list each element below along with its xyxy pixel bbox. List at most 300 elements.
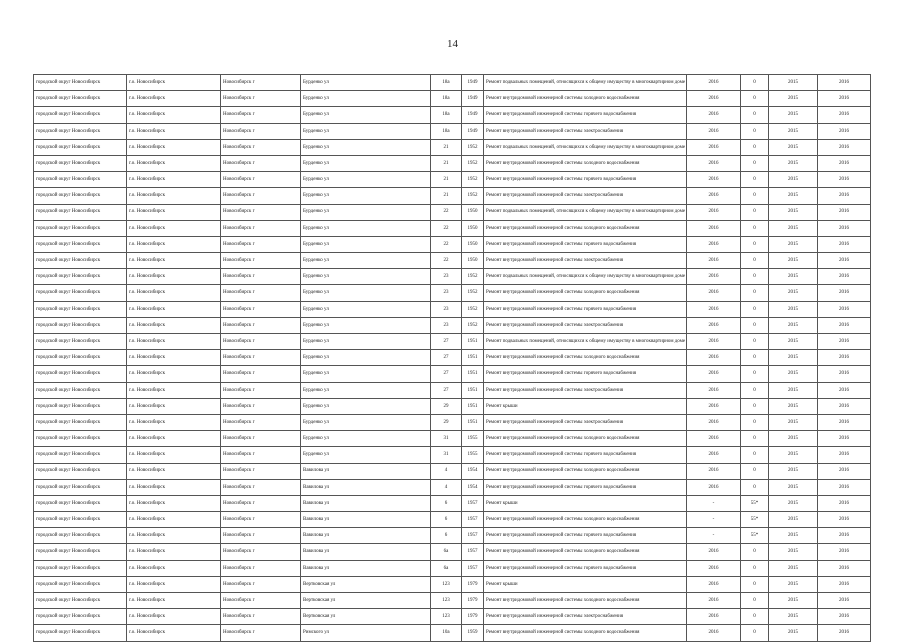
cell-district: г.о. Новосибирск <box>127 382 221 398</box>
cell-house-number: 6 <box>431 512 462 528</box>
cell-cost: 0 <box>741 593 769 609</box>
table-row <box>34 431 871 447</box>
cell-planned-year: 2016 <box>687 253 741 269</box>
cell-end-year: 2016 <box>818 317 871 333</box>
cell-street: Бурденко ул <box>301 382 431 398</box>
cell-city: Новосибирск г <box>221 447 301 463</box>
cell-build-year: 1950 <box>462 204 484 220</box>
cell-build-year: 1950 <box>462 220 484 236</box>
cell-municipality: городской округ Новосибирск <box>34 139 127 155</box>
cell-cost: 0 <box>741 447 769 463</box>
cell-street: Бурденко ул <box>301 107 431 123</box>
table-row <box>34 236 871 252</box>
cell-build-year: 1951 <box>462 366 484 382</box>
cell-build-year: 1957 <box>462 544 484 560</box>
cell-street: Вавилова ул <box>301 560 431 576</box>
cell-city: Новосибирск г <box>221 155 301 171</box>
cell-cost: 0 <box>741 123 769 139</box>
cell-city: Новосибирск г <box>221 431 301 447</box>
cell-work-type: Ремонт подвальных помещений, относящихся к общему имуществу в многоквартирном доме <box>484 204 687 220</box>
cell-cost: 0 <box>741 398 769 414</box>
cell-municipality: городской округ Новосибирск <box>34 414 127 430</box>
table-row <box>34 253 871 269</box>
cell-city: Новосибирск г <box>221 188 301 204</box>
cell-end-year: 2016 <box>818 172 871 188</box>
cell-house-number: 27 <box>431 366 462 382</box>
cell-work-type: Ремонт внутридомовой инженерной системы горячего водоснабжения <box>484 479 687 495</box>
cell-house-number: 21 <box>431 155 462 171</box>
cell-end-year: 2016 <box>818 625 871 641</box>
cell-start-year: 2015 <box>769 334 818 350</box>
cell-build-year: 1949 <box>462 107 484 123</box>
cell-municipality: городской округ Новосибирск <box>34 512 127 528</box>
cell-municipality: городской округ Новосибирск <box>34 269 127 285</box>
table-row <box>34 512 871 528</box>
table-row <box>34 528 871 544</box>
cell-street: Бурденко ул <box>301 139 431 155</box>
cell-municipality: городской округ Новосибирск <box>34 155 127 171</box>
cell-cost: 0 <box>741 139 769 155</box>
cell-cost: 0 <box>741 236 769 252</box>
table-row <box>34 139 871 155</box>
cell-cost: 0 <box>741 155 769 171</box>
cell-house-number: 23 <box>431 301 462 317</box>
cell-work-type: Ремонт внутридомовой инженерной системы электроснабжения <box>484 123 687 139</box>
cell-municipality: городской округ Новосибирск <box>34 301 127 317</box>
cell-municipality: городской округ Новосибирск <box>34 528 127 544</box>
cell-planned-year: 2016 <box>687 431 741 447</box>
cell-house-number: 23 <box>431 285 462 301</box>
cell-house-number: 6 <box>431 528 462 544</box>
cell-build-year: 1952 <box>462 301 484 317</box>
cell-municipality: городской округ Новосибирск <box>34 463 127 479</box>
cell-district: г.о. Новосибирск <box>127 366 221 382</box>
table-row <box>34 334 871 350</box>
cell-street: Вавилова ул <box>301 495 431 511</box>
cell-district: г.о. Новосибирск <box>127 285 221 301</box>
cell-work-type: Ремонт крыши <box>484 398 687 414</box>
cell-cost: 0 <box>741 301 769 317</box>
cell-build-year: 1952 <box>462 285 484 301</box>
cell-district: г.о. Новосибирск <box>127 139 221 155</box>
cell-start-year: 2015 <box>769 350 818 366</box>
cell-street: Вавилова ул <box>301 463 431 479</box>
cell-municipality: городской округ Новосибирск <box>34 123 127 139</box>
cell-cost: 55* <box>741 495 769 511</box>
cell-cost: 0 <box>741 285 769 301</box>
cell-end-year: 2016 <box>818 463 871 479</box>
cell-build-year: 1951 <box>462 398 484 414</box>
cell-cost: 0 <box>741 172 769 188</box>
cell-cost: 0 <box>741 431 769 447</box>
table-row <box>34 366 871 382</box>
cell-street: Бурденко ул <box>301 188 431 204</box>
cell-work-type: Ремонт внутридомовой инженерной системы холодного водоснабжения <box>484 512 687 528</box>
cell-street: Вертковская ул <box>301 593 431 609</box>
cell-start-year: 2015 <box>769 576 818 592</box>
table-row <box>34 350 871 366</box>
cell-work-type: Ремонт внутридомовой инженерной системы горячего водоснабжения <box>484 447 687 463</box>
cell-work-type: Ремонт внутридомовой инженерной системы электроснабжения <box>484 317 687 333</box>
cell-district: г.о. Новосибирск <box>127 107 221 123</box>
cell-end-year: 2016 <box>818 188 871 204</box>
cell-work-type: Ремонт внутридомовой инженерной системы холодного водоснабжения <box>484 91 687 107</box>
cell-municipality: городской округ Новосибирск <box>34 495 127 511</box>
cell-end-year: 2016 <box>818 204 871 220</box>
cell-build-year: 1957 <box>462 512 484 528</box>
cell-work-type: Ремонт подвальных помещений, относящихся к общему имуществу в многоквартирном доме <box>484 334 687 350</box>
cell-house-number: 31 <box>431 431 462 447</box>
cell-municipality: городской округ Новосибирск <box>34 253 127 269</box>
cell-end-year: 2016 <box>818 350 871 366</box>
cell-house-number: 21 <box>431 172 462 188</box>
table-row <box>34 301 871 317</box>
cell-planned-year: - <box>687 512 741 528</box>
cell-build-year: 1979 <box>462 609 484 625</box>
cell-planned-year: 2016 <box>687 382 741 398</box>
cell-end-year: 2016 <box>818 366 871 382</box>
cell-municipality: городской округ Новосибирск <box>34 609 127 625</box>
cell-house-number: 27 <box>431 334 462 350</box>
cell-house-number: 4 <box>431 479 462 495</box>
table-row <box>34 576 871 592</box>
cell-work-type: Ремонт внутридомовой инженерной системы электроснабжения <box>484 188 687 204</box>
cell-city: Новосибирск г <box>221 204 301 220</box>
cell-end-year: 2016 <box>818 236 871 252</box>
cell-city: Новосибирск г <box>221 350 301 366</box>
cell-end-year: 2016 <box>818 593 871 609</box>
cell-house-number: 29 <box>431 414 462 430</box>
cell-district: г.о. Новосибирск <box>127 625 221 641</box>
cell-planned-year: 2016 <box>687 269 741 285</box>
cell-planned-year: 2016 <box>687 107 741 123</box>
cell-municipality: городской округ Новосибирск <box>34 188 127 204</box>
cell-municipality: городской округ Новосибирск <box>34 398 127 414</box>
cell-house-number: 10а <box>431 625 462 641</box>
cell-start-year: 2015 <box>769 544 818 560</box>
cell-district: г.о. Новосибирск <box>127 350 221 366</box>
cell-municipality: городской округ Новосибирск <box>34 334 127 350</box>
cell-city: Новосибирск г <box>221 544 301 560</box>
table-row <box>34 91 871 107</box>
cell-street: Вертковская ул <box>301 576 431 592</box>
table-row <box>34 317 871 333</box>
cell-end-year: 2016 <box>818 220 871 236</box>
cell-cost: 0 <box>741 382 769 398</box>
cell-house-number: 18а <box>431 123 462 139</box>
cell-house-number: 22 <box>431 236 462 252</box>
cell-street: Бурденко ул <box>301 398 431 414</box>
cell-street: Бурденко ул <box>301 334 431 350</box>
cell-house-number: 4 <box>431 463 462 479</box>
cell-work-type: Ремонт внутридомовой инженерной системы горячего водоснабжения <box>484 236 687 252</box>
cell-municipality: городской округ Новосибирск <box>34 91 127 107</box>
cell-start-year: 2015 <box>769 75 818 91</box>
cell-planned-year: 2016 <box>687 593 741 609</box>
cell-build-year: 1957 <box>462 495 484 511</box>
cell-city: Новосибирск г <box>221 220 301 236</box>
cell-municipality: городской округ Новосибирск <box>34 285 127 301</box>
cell-district: г.о. Новосибирск <box>127 609 221 625</box>
cell-city: Новосибирск г <box>221 479 301 495</box>
cell-start-year: 2015 <box>769 188 818 204</box>
cell-work-type: Ремонт внутридомовой инженерной системы горячего водоснабжения <box>484 528 687 544</box>
cell-planned-year: 2016 <box>687 576 741 592</box>
cell-end-year: 2016 <box>818 269 871 285</box>
cell-cost: 0 <box>741 463 769 479</box>
cell-district: г.о. Новосибирск <box>127 123 221 139</box>
cell-work-type: Ремонт внутридомовой инженерной системы холодного водоснабжения <box>484 544 687 560</box>
cell-build-year: 1952 <box>462 269 484 285</box>
cell-cost: 0 <box>741 334 769 350</box>
cell-municipality: городской округ Новосибирск <box>34 576 127 592</box>
table-row <box>34 495 871 511</box>
cell-work-type: Ремонт внутридомовой инженерной системы электроснабжения <box>484 253 687 269</box>
cell-start-year: 2015 <box>769 253 818 269</box>
cell-start-year: 2015 <box>769 155 818 171</box>
cell-work-type: Ремонт крыши <box>484 495 687 511</box>
cell-municipality: городской округ Новосибирск <box>34 75 127 91</box>
cell-start-year: 2015 <box>769 479 818 495</box>
cell-start-year: 2015 <box>769 447 818 463</box>
cell-work-type: Ремонт подвальных помещений, относящихся к общему имуществу в многоквартирном доме <box>484 75 687 91</box>
cell-street: Бурденко ул <box>301 366 431 382</box>
cell-municipality: городской округ Новосибирск <box>34 544 127 560</box>
cell-district: г.о. Новосибирск <box>127 512 221 528</box>
cell-build-year: 1951 <box>462 334 484 350</box>
cell-house-number: 123 <box>431 576 462 592</box>
repair-registry-table <box>33 74 871 642</box>
cell-planned-year: 2016 <box>687 366 741 382</box>
cell-house-number: 21 <box>431 188 462 204</box>
cell-house-number: 6а <box>431 560 462 576</box>
cell-cost: 0 <box>741 75 769 91</box>
cell-street: Вавилова ул <box>301 479 431 495</box>
cell-street: Бурденко ул <box>301 269 431 285</box>
cell-build-year: 1949 <box>462 91 484 107</box>
cell-planned-year: 2016 <box>687 188 741 204</box>
cell-house-number: 27 <box>431 350 462 366</box>
cell-planned-year: 2016 <box>687 560 741 576</box>
cell-cost: 0 <box>741 220 769 236</box>
cell-planned-year: 2016 <box>687 285 741 301</box>
cell-end-year: 2016 <box>818 447 871 463</box>
cell-municipality: городской округ Новосибирск <box>34 382 127 398</box>
cell-build-year: 1952 <box>462 188 484 204</box>
cell-start-year: 2015 <box>769 495 818 511</box>
cell-city: Новосибирск г <box>221 398 301 414</box>
cell-work-type: Ремонт внутридомовой инженерной системы горячего водоснабжения <box>484 366 687 382</box>
cell-end-year: 2016 <box>818 155 871 171</box>
cell-cost: 0 <box>741 560 769 576</box>
cell-work-type: Ремонт внутридомовой инженерной системы горячего водоснабжения <box>484 560 687 576</box>
cell-planned-year: 2016 <box>687 172 741 188</box>
cell-planned-year: 2016 <box>687 447 741 463</box>
cell-planned-year: 2016 <box>687 479 741 495</box>
cell-cost: 0 <box>741 107 769 123</box>
cell-city: Новосибирск г <box>221 625 301 641</box>
cell-end-year: 2016 <box>818 431 871 447</box>
cell-build-year: 1954 <box>462 463 484 479</box>
cell-city: Новосибирск г <box>221 334 301 350</box>
cell-district: г.о. Новосибирск <box>127 236 221 252</box>
cell-planned-year: 2016 <box>687 463 741 479</box>
cell-cost: 55* <box>741 512 769 528</box>
table-row <box>34 107 871 123</box>
cell-end-year: 2016 <box>818 512 871 528</box>
cell-planned-year: - <box>687 528 741 544</box>
cell-district: г.о. Новосибирск <box>127 188 221 204</box>
cell-end-year: 2016 <box>818 609 871 625</box>
cell-cost: 0 <box>741 625 769 641</box>
cell-street: Бурденко ул <box>301 220 431 236</box>
cell-municipality: городской округ Новосибирск <box>34 560 127 576</box>
cell-end-year: 2016 <box>818 75 871 91</box>
cell-work-type: Ремонт внутридомовой инженерной системы холодного водоснабжения <box>484 285 687 301</box>
cell-start-year: 2015 <box>769 269 818 285</box>
table-body <box>34 75 871 642</box>
cell-cost: 0 <box>741 350 769 366</box>
cell-house-number: 23 <box>431 269 462 285</box>
cell-build-year: 1959 <box>462 625 484 641</box>
cell-work-type: Ремонт внутридомовой инженерной системы холодного водоснабжения <box>484 350 687 366</box>
cell-street: Вертковская ул <box>301 609 431 625</box>
cell-cost: 0 <box>741 204 769 220</box>
cell-end-year: 2016 <box>818 576 871 592</box>
cell-district: г.о. Новосибирск <box>127 414 221 430</box>
cell-planned-year: 2016 <box>687 625 741 641</box>
cell-build-year: 1979 <box>462 593 484 609</box>
cell-end-year: 2016 <box>818 414 871 430</box>
cell-district: г.о. Новосибирск <box>127 576 221 592</box>
cell-city: Новосибирск г <box>221 269 301 285</box>
cell-house-number: 31 <box>431 447 462 463</box>
cell-end-year: 2016 <box>818 285 871 301</box>
cell-city: Новосибирск г <box>221 495 301 511</box>
cell-street: Вавилова ул <box>301 528 431 544</box>
cell-planned-year: 2016 <box>687 334 741 350</box>
cell-municipality: городской округ Новосибирск <box>34 172 127 188</box>
cell-end-year: 2016 <box>818 253 871 269</box>
cell-house-number: 123 <box>431 593 462 609</box>
cell-municipality: городской округ Новосибирск <box>34 236 127 252</box>
cell-work-type: Ремонт внутридомовой инженерной системы холодного водоснабжения <box>484 625 687 641</box>
cell-cost: 0 <box>741 609 769 625</box>
cell-start-year: 2015 <box>769 301 818 317</box>
cell-house-number: 6 <box>431 495 462 511</box>
cell-cost: 0 <box>741 544 769 560</box>
cell-work-type: Ремонт подвальных помещений, относящихся к общему имуществу в многоквартирном доме <box>484 139 687 155</box>
cell-build-year: 1951 <box>462 414 484 430</box>
cell-city: Новосибирск г <box>221 139 301 155</box>
table-row <box>34 382 871 398</box>
cell-city: Новосибирск г <box>221 317 301 333</box>
cell-start-year: 2015 <box>769 204 818 220</box>
table-row <box>34 172 871 188</box>
cell-house-number: 22 <box>431 220 462 236</box>
cell-district: г.о. Новосибирск <box>127 317 221 333</box>
cell-municipality: городской округ Новосибирск <box>34 593 127 609</box>
table-row <box>34 625 871 641</box>
table-row <box>34 447 871 463</box>
cell-municipality: городской округ Новосибирск <box>34 431 127 447</box>
cell-house-number: 18а <box>431 91 462 107</box>
cell-district: г.о. Новосибирск <box>127 269 221 285</box>
cell-planned-year: 2016 <box>687 236 741 252</box>
table-row <box>34 220 871 236</box>
cell-cost: 0 <box>741 317 769 333</box>
cell-cost: 0 <box>741 188 769 204</box>
cell-start-year: 2015 <box>769 317 818 333</box>
cell-end-year: 2016 <box>818 560 871 576</box>
cell-city: Новосибирск г <box>221 366 301 382</box>
cell-start-year: 2015 <box>769 285 818 301</box>
cell-planned-year: 2016 <box>687 75 741 91</box>
cell-city: Новосибирск г <box>221 253 301 269</box>
cell-build-year: 1952 <box>462 155 484 171</box>
cell-district: г.о. Новосибирск <box>127 447 221 463</box>
cell-end-year: 2016 <box>818 334 871 350</box>
cell-house-number: 27 <box>431 382 462 398</box>
cell-district: г.о. Новосибирск <box>127 253 221 269</box>
cell-start-year: 2015 <box>769 366 818 382</box>
cell-district: г.о. Новосибирск <box>127 479 221 495</box>
table-row <box>34 75 871 91</box>
cell-municipality: городской округ Новосибирск <box>34 220 127 236</box>
cell-cost: 0 <box>741 366 769 382</box>
cell-city: Новосибирск г <box>221 528 301 544</box>
cell-house-number: 21 <box>431 139 462 155</box>
table-row <box>34 479 871 495</box>
cell-city: Новосибирск г <box>221 91 301 107</box>
cell-street: Бурденко ул <box>301 253 431 269</box>
cell-cost: 0 <box>741 414 769 430</box>
cell-start-year: 2015 <box>769 512 818 528</box>
cell-city: Новосибирск г <box>221 75 301 91</box>
cell-start-year: 2015 <box>769 625 818 641</box>
cell-street: Римского ул <box>301 625 431 641</box>
cell-build-year: 1957 <box>462 528 484 544</box>
cell-district: г.о. Новосибирск <box>127 204 221 220</box>
cell-build-year: 1979 <box>462 576 484 592</box>
cell-start-year: 2015 <box>769 609 818 625</box>
cell-work-type: Ремонт внутридомовой инженерной системы холодного водоснабжения <box>484 155 687 171</box>
cell-start-year: 2015 <box>769 382 818 398</box>
cell-district: г.о. Новосибирск <box>127 75 221 91</box>
cell-municipality: городской округ Новосибирск <box>34 350 127 366</box>
cell-district: г.о. Новосибирск <box>127 495 221 511</box>
cell-start-year: 2015 <box>769 593 818 609</box>
cell-work-type: Ремонт внутридомовой инженерной системы электроснабжения <box>484 382 687 398</box>
cell-street: Вавилова ул <box>301 512 431 528</box>
cell-end-year: 2016 <box>818 398 871 414</box>
cell-end-year: 2016 <box>818 107 871 123</box>
cell-work-type: Ремонт внутридомовой инженерной системы горячего водоснабжения <box>484 107 687 123</box>
cell-build-year: 1957 <box>462 560 484 576</box>
cell-build-year: 1952 <box>462 139 484 155</box>
cell-municipality: городской округ Новосибирск <box>34 107 127 123</box>
cell-work-type: Ремонт внутридомовой инженерной системы холодного водоснабжения <box>484 593 687 609</box>
cell-street: Бурденко ул <box>301 123 431 139</box>
cell-city: Новосибирск г <box>221 593 301 609</box>
cell-district: г.о. Новосибирск <box>127 301 221 317</box>
table-row <box>34 609 871 625</box>
cell-district: г.о. Новосибирск <box>127 155 221 171</box>
cell-planned-year: 2016 <box>687 398 741 414</box>
cell-house-number: 22 <box>431 204 462 220</box>
cell-street: Бурденко ул <box>301 414 431 430</box>
cell-city: Новосибирск г <box>221 285 301 301</box>
